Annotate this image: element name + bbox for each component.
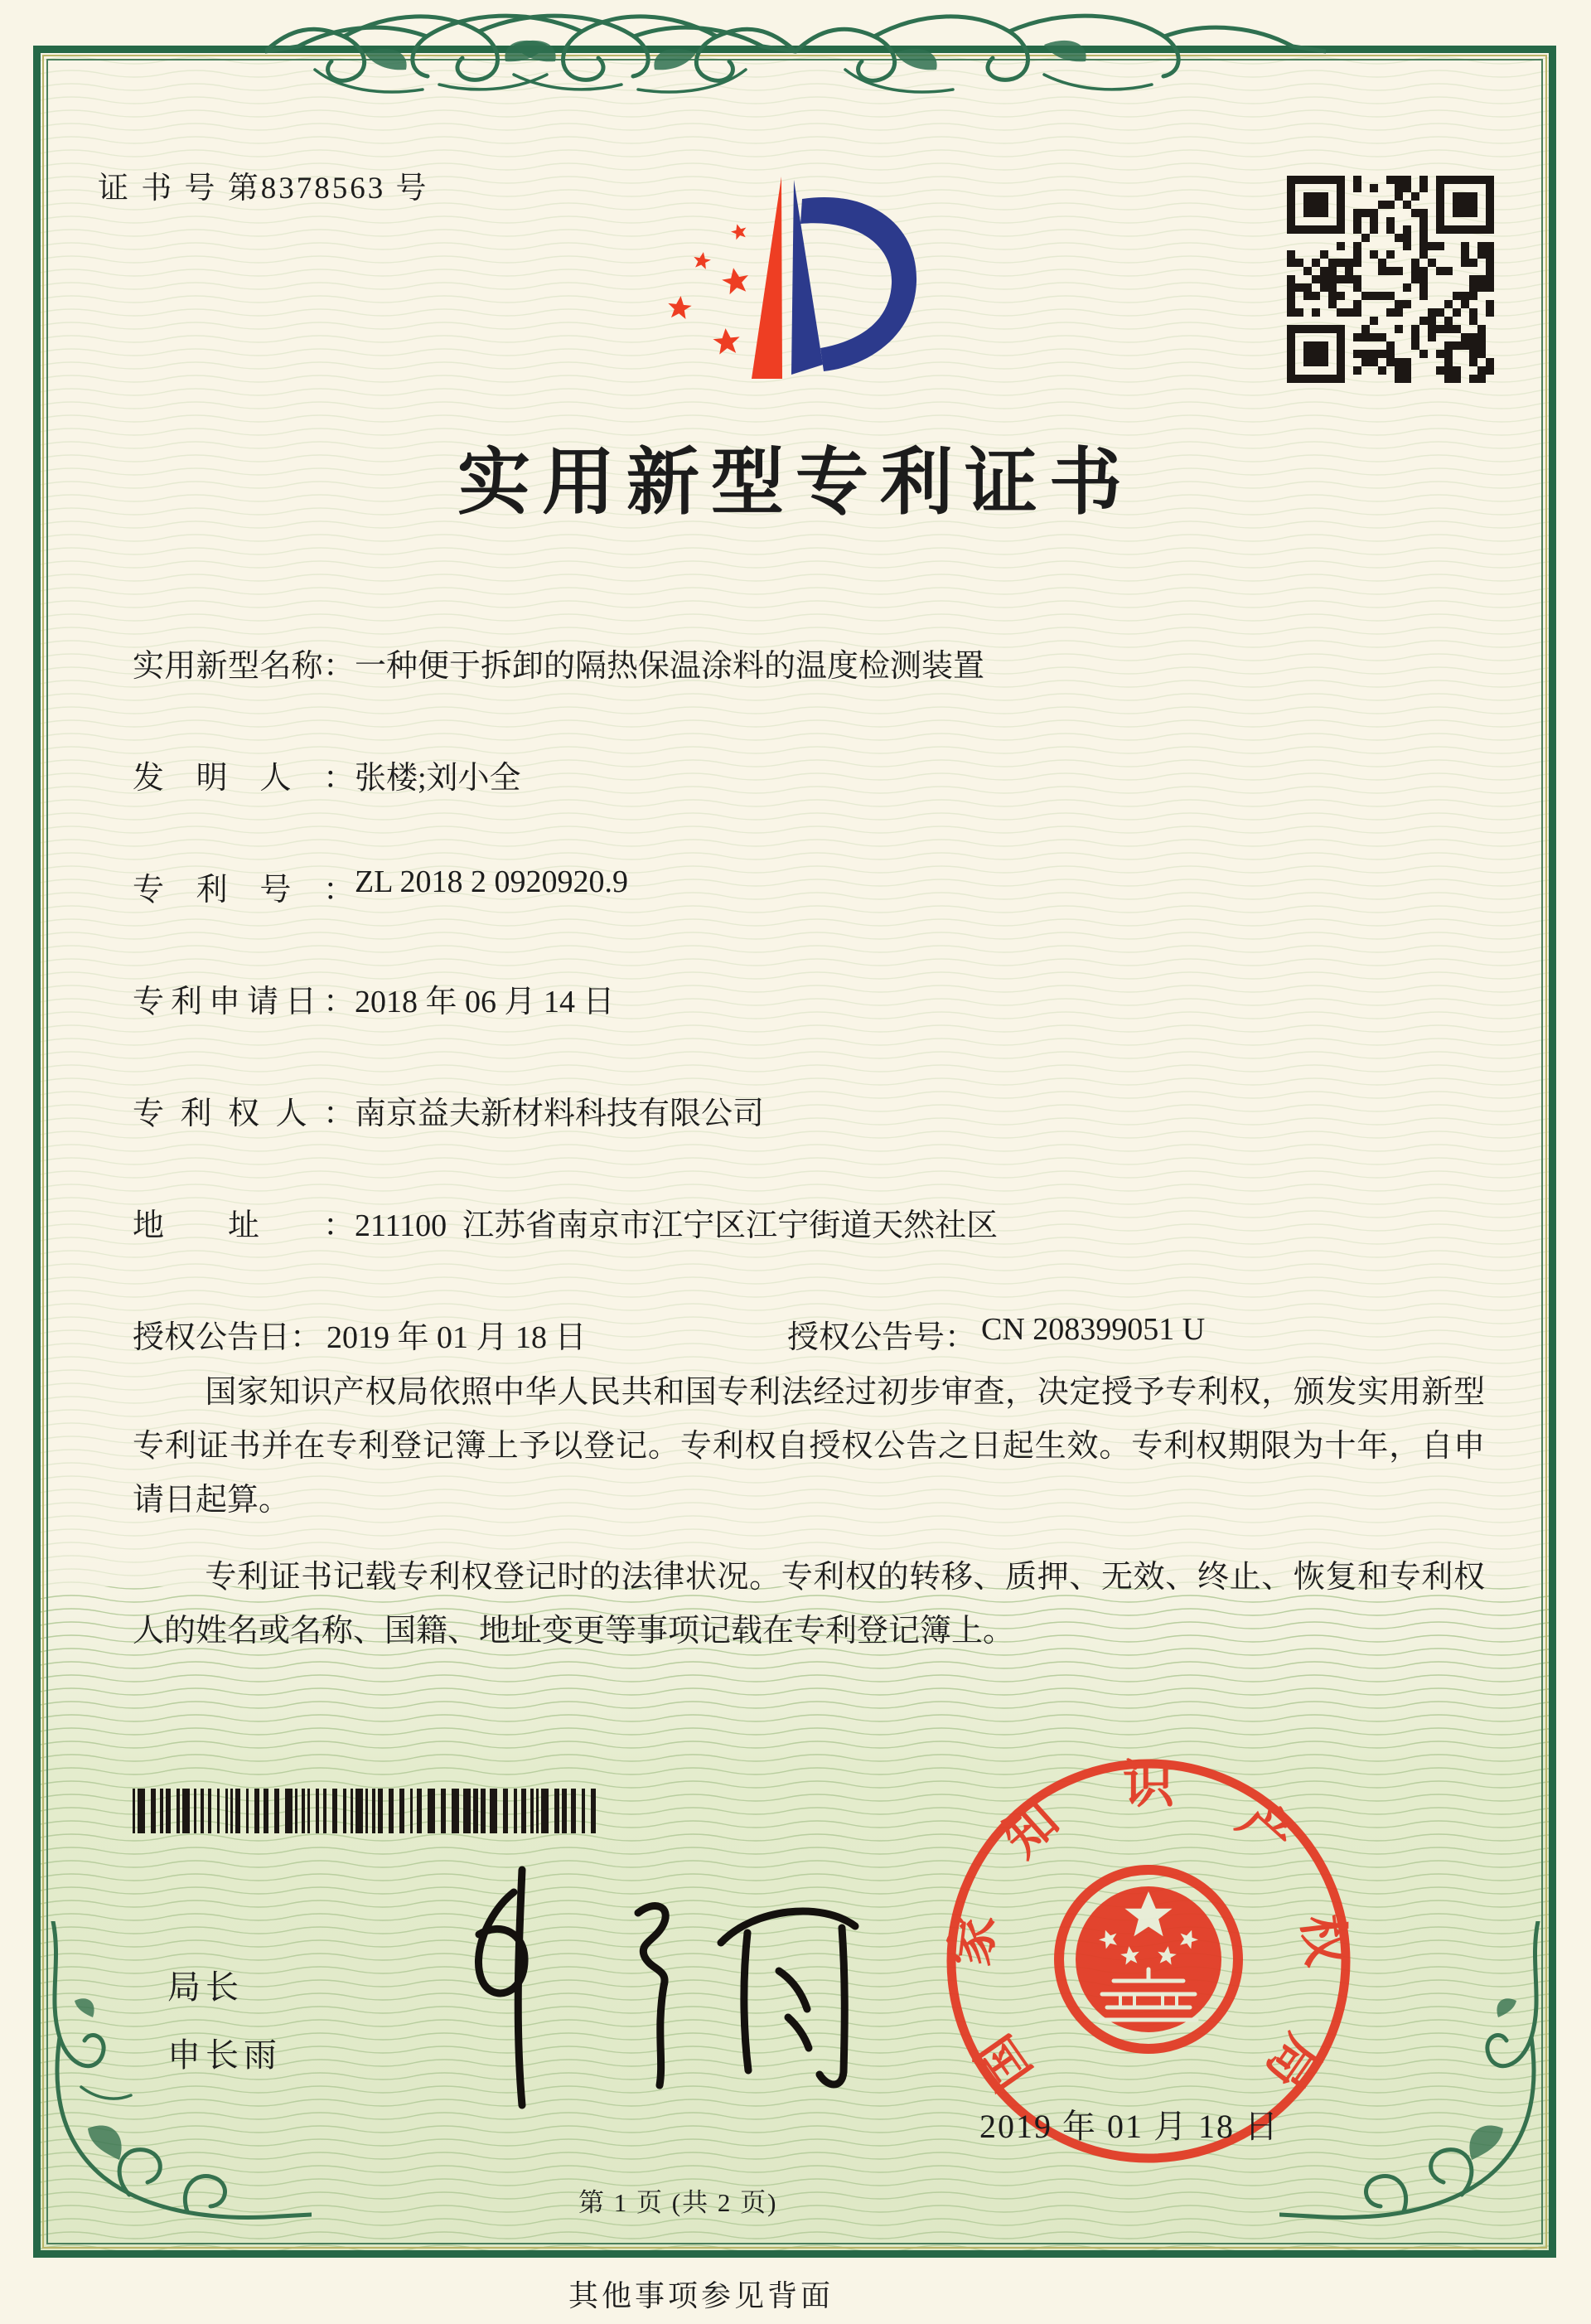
field-value: 南京益夫新材料科技有限公司 [355, 1097, 765, 1131]
field-value: 2019 年 01 月 18 日 [326, 1320, 587, 1355]
grant-date-stamp: 2019 年 01 月 18 日 [979, 2108, 1279, 2145]
field-label: 发明人： [133, 761, 355, 796]
commissioner-title: 局长 [167, 1968, 244, 2006]
seal-char: 国 [966, 2024, 1042, 2099]
field-value: 张楼;刘小全 [355, 761, 521, 796]
seal-char: 识 [1122, 1757, 1175, 1813]
field-value: 2018 年 06 月 14 日 [355, 985, 615, 1019]
field-label: 地址： [133, 1208, 355, 1243]
field-row-invention-name [133, 640, 1485, 682]
field-value: CN 208399051 U [981, 1312, 1206, 1347]
field-row-patentee [133, 1087, 1485, 1130]
certificate-number: 证 书 号 第8378563 号 [98, 172, 429, 206]
certificate-title: 实用新型专利证书 [457, 443, 1134, 524]
legal-paragraph-2: 专利证书记载专利权登记时的法律状况。专利权的转移、质押、无效、终止、恢复和专利权人的姓名或名称、国籍、地址变更等事项记载在专利登记簿上。 [133, 1560, 1485, 1649]
field-label: 授权公告号： [787, 1320, 977, 1355]
field-row-grant [133, 1311, 1485, 1353]
cnipa-logo-icon [620, 157, 943, 414]
certificate-fields [133, 640, 1485, 1423]
field-row-filing-date [133, 976, 1485, 1018]
legal-text [133, 1366, 1485, 1658]
field-label: 实用新型名称： [133, 649, 355, 684]
seal-char: 家 [942, 1911, 1005, 1970]
seal-char: 知 [994, 1791, 1070, 1868]
commissioner-signature [389, 1863, 903, 2112]
page-number: 第 1 页 (共 2 页) [578, 2188, 778, 2217]
field-label: 授权公告日： [133, 1320, 322, 1355]
barcode-icon [133, 1789, 620, 1833]
field-value: 211100 江苏省南京市江宁区江宁街道天然社区 [355, 1208, 999, 1243]
field-row-address [133, 1199, 1485, 1242]
commissioner-name: 申长雨 [167, 2036, 282, 2074]
field-value: ZL 2018 2 0920920.9 [355, 864, 629, 899]
field-label: 专利权人： [133, 1097, 355, 1131]
grant-number-pair [787, 1311, 1205, 1357]
seal-char: 权 [1292, 1911, 1355, 1970]
legal-paragraph-1: 国家知识产权局依照中华人民共和国专利法经过初步审查，决定授予专利权，颁发实用新型专利证书并在专利登记簿上予以登记。专利权自授权公告之日起生效。专利权期限为十年，自申请日起算。 [133, 1375, 1485, 1518]
field-row-patent-number [133, 864, 1485, 906]
field-label: 专利号： [133, 873, 355, 908]
qr-code-icon [1287, 176, 1494, 383]
field-label: 专利申请日： [133, 985, 355, 1019]
field-value: 一种便于拆卸的隔热保温涂料的温度检测装置 [355, 649, 985, 684]
field-row-inventors [133, 752, 1485, 794]
seal-char: 产 [1227, 1791, 1303, 1868]
back-side-note: 其他事项参见背面 [568, 2279, 834, 2312]
seal-char: 局 [1255, 2024, 1331, 2099]
